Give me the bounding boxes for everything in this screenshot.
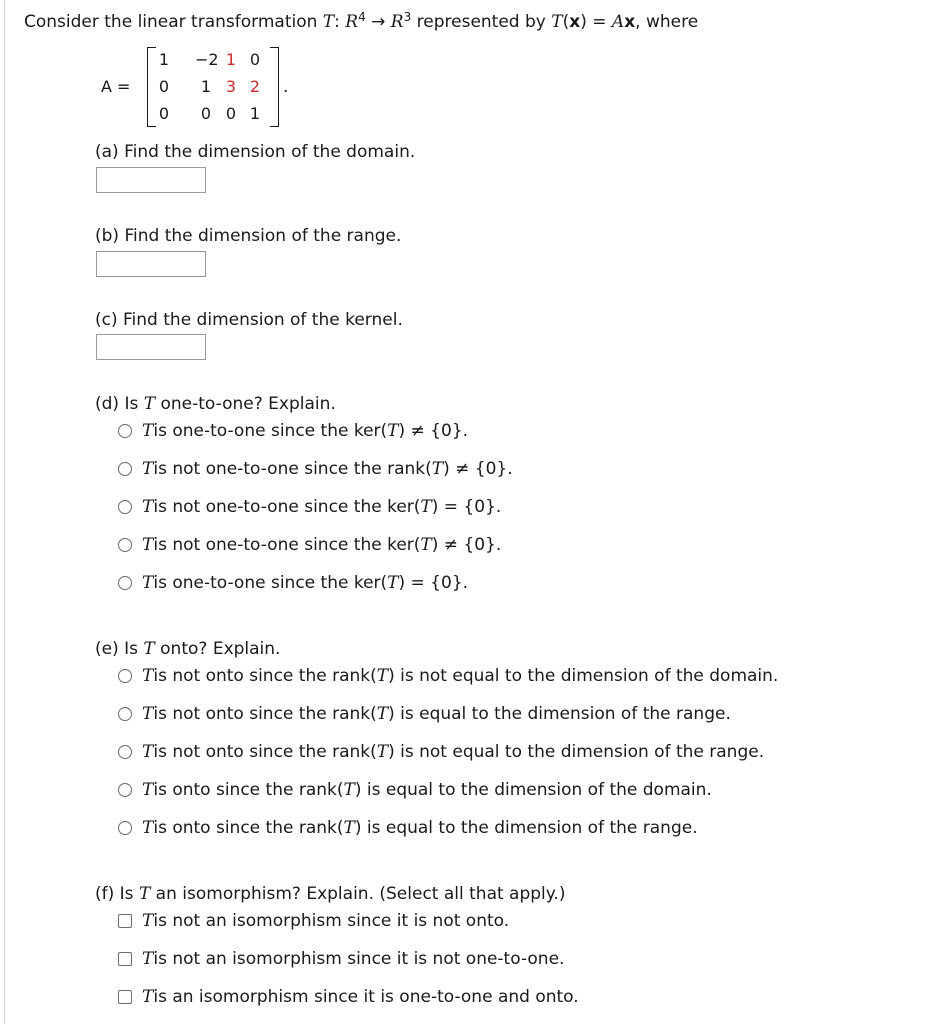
intro-T: T xyxy=(322,12,335,32)
intro-vector-x: x xyxy=(569,12,581,32)
question-f-T: T xyxy=(138,884,151,904)
option-text: is not onto since the rank( xyxy=(153,704,377,724)
option-text: is not one-to-one since the ker( xyxy=(153,535,421,555)
question-d-pre: (d) Is xyxy=(95,394,144,414)
matrix-cell-r1c1: 1 xyxy=(158,50,170,69)
matrix-cell-r2c4: 2 xyxy=(249,77,261,96)
matrix-cell-r1c3: 1 xyxy=(225,50,237,69)
option-T: T xyxy=(142,987,154,1007)
question-d xyxy=(95,394,336,414)
radio-button[interactable] xyxy=(118,669,132,683)
radio-button[interactable] xyxy=(118,500,132,514)
radio-button[interactable] xyxy=(118,462,132,476)
option-T: T xyxy=(142,780,154,800)
option-T2: T xyxy=(420,497,432,517)
radio-option-d1[interactable] xyxy=(118,421,468,441)
matrix-period: . xyxy=(283,77,289,97)
problem-statement xyxy=(24,12,698,32)
checkbox[interactable] xyxy=(118,952,132,966)
question-d-T: T xyxy=(143,394,156,414)
radio-button[interactable] xyxy=(118,424,132,438)
question-f-pre: (f) Is xyxy=(95,884,139,904)
radio-option-e4[interactable] xyxy=(118,780,712,800)
matrix-cell-r3c2: 0 xyxy=(200,104,212,123)
option-tail: ) is not equal to the dimension of the domain. xyxy=(388,666,779,686)
option-tail: ) = {0}. xyxy=(398,573,469,593)
option-T: T xyxy=(142,459,154,479)
option-T2: T xyxy=(387,573,399,593)
radio-option-e5[interactable] xyxy=(118,818,698,838)
question-b: (b) Find the dimension of the range. xyxy=(95,226,402,246)
checkbox-option-f1[interactable] xyxy=(118,911,509,931)
answer-input-b[interactable] xyxy=(96,251,206,277)
intro-equals: = xyxy=(586,12,612,32)
option-tail: ) is equal to the dimension of the range. xyxy=(354,818,698,838)
question-a: (a) Find the dimension of the domain. xyxy=(95,142,416,162)
radio-button[interactable] xyxy=(118,538,132,552)
question-f xyxy=(95,884,565,904)
checkbox[interactable] xyxy=(118,990,132,1004)
radio-option-d4[interactable] xyxy=(118,535,501,555)
option-T2: T xyxy=(376,704,389,724)
option-T: T xyxy=(142,742,154,762)
intro-vector-x-2: x xyxy=(624,12,636,32)
radio-button[interactable] xyxy=(118,707,132,721)
question-f-post: an isomorphism? Explain. (Select all that apply.) xyxy=(150,884,566,904)
radio-option-d3[interactable] xyxy=(118,497,501,517)
option-T: T xyxy=(142,535,154,555)
question-d-post: one-to-one? Explain. xyxy=(155,394,336,414)
option-tail: ) = {0}. xyxy=(431,497,502,517)
answer-input-c[interactable] xyxy=(96,334,206,360)
intro-R3: R xyxy=(390,12,404,32)
option-text: is one-to-one since the ker( xyxy=(153,573,388,593)
option-T: T xyxy=(142,421,154,441)
option-text: is not one-to-one since the rank( xyxy=(153,459,432,479)
intro-arrow: → xyxy=(365,12,391,32)
option-tail: ) ≠ {0}. xyxy=(443,459,513,479)
intro-R4: R xyxy=(345,12,359,32)
radio-button[interactable] xyxy=(118,745,132,759)
intro-sup3: 3 xyxy=(403,10,412,24)
radio-option-d5[interactable] xyxy=(118,573,468,593)
matrix-cell-r2c2: 1 xyxy=(200,77,212,96)
radio-button[interactable] xyxy=(118,783,132,797)
option-T2: T xyxy=(420,535,432,555)
matrix-cell-r3c3: 0 xyxy=(225,104,237,123)
intro-Tx-T: T xyxy=(551,12,563,32)
radio-option-e2[interactable] xyxy=(118,704,731,724)
option-T2: T xyxy=(387,421,399,441)
intro-paren-open: ( xyxy=(562,12,570,32)
matrix-label: A = xyxy=(101,77,131,96)
option-text: is onto since the rank( xyxy=(153,818,344,838)
option-tail: ) ≠ {0}. xyxy=(398,421,469,441)
matrix-cell-r2c3: 3 xyxy=(225,77,237,96)
matrix-cell-r3c4: 1 xyxy=(249,104,261,123)
option-tail: ) is not equal to the dimension of the range. xyxy=(388,742,765,762)
option-text: is not onto since the rank( xyxy=(153,742,377,762)
answer-input-a[interactable] xyxy=(96,167,206,193)
option-T: T xyxy=(142,497,154,517)
radio-button[interactable] xyxy=(118,821,132,835)
option-T2: T xyxy=(376,742,389,762)
intro-text: Consider the linear transformation xyxy=(24,12,323,32)
option-text: is one-to-one since the ker( xyxy=(153,421,388,441)
option-tail: ) is equal to the dimension of the range. xyxy=(388,704,731,724)
question-e-pre: (e) Is xyxy=(95,639,144,659)
matrix-cell-r3c1: 0 xyxy=(158,104,170,123)
option-T: T xyxy=(142,704,154,724)
option-T2: T xyxy=(431,459,444,479)
checkbox-option-f3[interactable] xyxy=(118,987,579,1007)
option-T: T xyxy=(142,911,154,931)
question-e-post: onto? Explain. xyxy=(154,639,281,659)
option-T: T xyxy=(142,949,154,969)
left-border xyxy=(4,0,5,1024)
intro-where: , where xyxy=(635,12,699,32)
option-T2: T xyxy=(376,666,389,686)
matrix-cell-r2c1: 0 xyxy=(158,77,170,96)
question-e xyxy=(95,639,280,659)
option-text: is not an isomorphism since it is not onto. xyxy=(153,911,510,931)
checkbox[interactable] xyxy=(118,914,132,928)
radio-option-d2[interactable] xyxy=(118,459,513,479)
radio-option-e3[interactable] xyxy=(118,742,764,762)
option-T: T xyxy=(142,573,154,593)
option-tail: ) ≠ {0}. xyxy=(431,535,502,555)
intro-A: A xyxy=(611,12,625,32)
option-T: T xyxy=(142,818,154,838)
option-text: is not onto since the rank( xyxy=(153,666,377,686)
intro-sup4: 4 xyxy=(358,10,366,24)
option-T2: T xyxy=(343,818,355,838)
intro-represented: represented by xyxy=(411,12,552,32)
radio-option-e1[interactable] xyxy=(118,666,778,686)
option-tail: ) is equal to the dimension of the domain. xyxy=(354,780,712,800)
matrix-cell-r1c2: −2 xyxy=(195,50,219,69)
question-c: (c) Find the dimension of the kernel. xyxy=(95,310,403,330)
option-text: is not one-to-one since the ker( xyxy=(153,497,421,517)
option-text: is onto since the rank( xyxy=(153,780,344,800)
matrix-right-bracket xyxy=(270,47,279,127)
question-e-T: T xyxy=(143,639,155,659)
option-T: T xyxy=(142,666,154,686)
intro-colon: : xyxy=(334,12,346,32)
radio-button[interactable] xyxy=(118,576,132,590)
option-T2: T xyxy=(343,780,355,800)
option-text: is an isomorphism since it is one-to-one and onto. xyxy=(153,987,579,1007)
matrix-cell-r1c4: 0 xyxy=(249,50,261,69)
intro-paren-close: ) xyxy=(580,12,587,32)
option-text: is not an isomorphism since it is not one-to-one. xyxy=(153,949,565,969)
checkbox-option-f2[interactable] xyxy=(118,949,564,969)
